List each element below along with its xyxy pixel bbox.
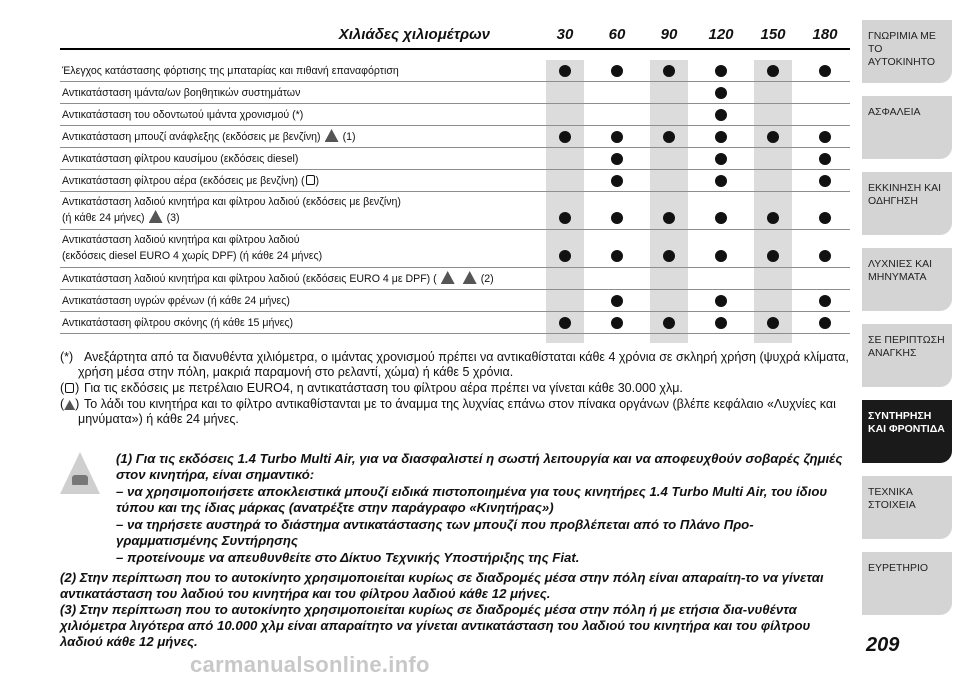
row-label-text-2: (εκδόσεις diesel EURO 4 χωρίς DPF) (ή κάθε 24 μήνες) <box>62 250 323 262</box>
service-dot <box>663 65 675 77</box>
service-dot <box>715 65 727 77</box>
service-dot <box>767 250 779 262</box>
chapter-tab-label: ΤΕΧΝΙΚΑ ΣΤΟΙΧΕΙΑ <box>868 486 916 511</box>
chapter-tab-label: ΓΝΩΡΙΜΙΑ ΜΕ ΤΟ ΑΥΤΟΚΙΝΗΤΟ <box>868 30 936 68</box>
service-dot <box>767 131 779 143</box>
table-row <box>60 82 850 104</box>
page-number: 209 <box>866 634 900 656</box>
row-label-text: Αντικατάσταση μπουζί ανάφλεξης (εκδόσεις με βενζίνη) <box>62 131 321 143</box>
row-label-text: Αντικατάσταση φίλτρου σκόνης (ή κάθε 15 μήνες) <box>62 317 294 329</box>
service-dot <box>819 65 831 77</box>
footnote-text: Ανεξάρτητα από τα διανυθέντα χιλιόμετρα, ο ιμάντας χρονισμού πρέπει να αντικαθίσταται κάθε 4 χρόνια σε σκληρή χρήση (ψυχρά κλίματα, χρήση μέσα στην πόλη, μακριά παραμονή στο ρελαντί, χώμα) ή κάθε 5 χρόνια. <box>78 350 849 379</box>
table-row <box>60 104 850 126</box>
table-row <box>60 60 850 82</box>
footnote-2: (2) Στην περίπτωση που το αυτοκίνητο χρησιμοποιείται κυρίως σε διαδρομές μέσα στην πόλη είναι απαραίτη-το να γίνεται αντικατάσταση του λαδιού του κινητήρα και του φίλτρου λαδιού κάθε 12 μήνες. <box>60 570 824 601</box>
row-label-text: Αντικατάσταση φίλτρου καυσίμου (εκδόσεις diesel) <box>62 153 299 165</box>
service-dot <box>611 317 623 329</box>
table-row <box>60 126 850 148</box>
row-label-suffix: ) <box>315 175 320 187</box>
warning-light-icon <box>149 210 163 223</box>
chapter-tab-label: ΛΥΧΝΙΕΣ ΚΑΙ ΜΗΝΥΜΑΤΑ <box>868 258 933 283</box>
footnote-text: Για τις εκδόσεις με πετρέλαιο EURO4, η αντικατάσταση του φίλτρου αέρα πρέπει να γίνεται κάθε 30.000 χλμ. <box>84 381 683 395</box>
service-dot <box>715 295 727 307</box>
chapter-tab[interactable] <box>862 476 952 539</box>
filter-icon <box>65 383 74 393</box>
header-label: Χιλιάδες χιλιομέτρων <box>338 26 490 43</box>
footnote-timing-belt <box>60 350 850 380</box>
service-dot <box>715 87 727 99</box>
service-dot <box>715 212 727 224</box>
chapter-tab[interactable] <box>862 20 952 83</box>
service-dot <box>715 153 727 165</box>
service-dot <box>559 317 571 329</box>
service-dot <box>663 212 675 224</box>
column-header: 30 <box>556 26 574 43</box>
row-label-text: Αντικατάσταση φίλτρου αέρα (εκδόσεις με βενζίνη) ( <box>62 175 305 187</box>
service-dot <box>715 175 727 187</box>
service-dot <box>715 109 727 121</box>
warning-note-1: (1) Για τις εκδόσεις 1.4 Turbo Multi Air, για να διασφαλιστεί η σωστή λειτουργία και να αποφευχθούν σοβαρές ζημιές στον κινητήρα, είναι σημαντικό: <box>116 451 843 482</box>
header-rule <box>60 48 850 50</box>
service-dot <box>715 131 727 143</box>
row-label <box>62 232 322 264</box>
service-dot <box>819 317 831 329</box>
service-dot <box>819 212 831 224</box>
service-dot <box>819 131 831 143</box>
service-dot <box>611 295 623 307</box>
service-dot <box>819 295 831 307</box>
warning-light-icon <box>325 129 339 142</box>
service-dot <box>819 250 831 262</box>
service-dot <box>611 250 623 262</box>
warning-light-icon <box>441 271 455 284</box>
car-icon <box>72 475 88 485</box>
service-dot <box>819 153 831 165</box>
service-dot <box>663 250 675 262</box>
row-label-suffix: (3) <box>166 212 180 224</box>
service-dot <box>559 131 571 143</box>
row-label <box>62 63 399 79</box>
row-label-suffix: (2) <box>480 273 494 285</box>
chapter-tab[interactable] <box>862 324 952 387</box>
row-label-text: Αντικατάσταση υγρών φρένων (ή κάθε 24 μήνες) <box>62 295 290 307</box>
chapter-tab-label: ΣΥΝΤΗΡΗΣΗ ΚΑΙ ΦΡΟΝΤΙΔΑ <box>868 410 945 435</box>
row-label-text-2: (ή κάθε 24 μήνες) <box>62 212 145 224</box>
service-dot <box>559 212 571 224</box>
table-row <box>60 312 850 334</box>
column-header: 180 <box>812 26 838 43</box>
chapter-tab-label: ΣΕ ΠΕΡΙΠΤΩΣΗ ΑΝΑΓΚΗΣ <box>868 334 945 359</box>
table-row <box>60 192 850 230</box>
table-row <box>60 230 850 268</box>
row-label <box>62 173 319 189</box>
service-dot <box>767 317 779 329</box>
row-label-text: Αντικατάσταση του οδοντωτού ιμάντα χρονισμού (*) <box>62 109 304 121</box>
chapter-tab[interactable] <box>862 400 952 463</box>
row-label-text: Αντικατάσταση λαδιού κινητήρα και φίλτρου λαδιού (εκδόσεις με βενζίνη) <box>62 196 401 208</box>
warning-light-icon <box>463 271 477 284</box>
service-dot <box>559 250 571 262</box>
service-dot <box>767 65 779 77</box>
watermark: carmanualsonline.info <box>190 652 430 677</box>
chapter-tab[interactable] <box>862 248 952 311</box>
column-header: 150 <box>760 26 786 43</box>
chapter-tab[interactable] <box>862 172 952 235</box>
warning-light-icon <box>64 400 75 410</box>
service-dot <box>715 317 727 329</box>
chapter-tab[interactable] <box>862 552 952 615</box>
chapter-tab-label: ΑΣΦΑΛΕΙΑ <box>868 106 921 118</box>
footnote-3: (3) Στην περίπτωση που το αυτοκίνητο χρησιμοποιείται κυρίως σε διαδρομές μέσα στην πόλη ή με ετήσια δια-νυθέντα χιλιόμετρα λιγότερα από 10.000 χλμ είναι απαραίτητο να γίνεται αντικατάσταση του λαδιού του κινητήρα και του φίλτρου λαδιού κάθε 12 μήνες. <box>60 602 811 649</box>
row-label <box>62 293 290 309</box>
chapter-tab-label: ΕΥΡΕΤΗΡΙΟ <box>868 562 929 574</box>
column-header: 120 <box>708 26 734 43</box>
warning-note-3: – να τηρήσετε αυστηρά το διάστημα αντικατάστασης των μπουζί που προβλέπεται από το Πλάνο Προ-γραμματισμένης Συντήρησης <box>116 517 754 548</box>
filter-icon <box>306 175 315 185</box>
footnote-mark: (*) <box>60 350 74 364</box>
table-row <box>60 290 850 312</box>
footnote-oil-light: ( ) Το λάδι του κινητήρα και το φίλτρο αντικαθίστανται με το άναμμα της λυχνίας επάνω στον πίνακα οργάνων (βλέπε κεφάλαιο «Λυχνίες και μηνύματα») ή κάθε 24 μήνες. <box>60 397 836 426</box>
table-row <box>60 268 850 290</box>
row-label-text: Αντικατάσταση λαδιού κινητήρα και φίλτρου λαδιού <box>62 234 300 246</box>
footnotes <box>60 350 850 428</box>
service-dot <box>611 65 623 77</box>
service-dot <box>663 131 675 143</box>
service-dot <box>611 153 623 165</box>
row-label <box>62 129 356 145</box>
warning-note-4: – προτείνουμε να απευθυνθείτε στο Δίκτυο Τεχνικής Υποστήριξης της Fiat. <box>116 550 580 565</box>
row-label-text: Αντικατάσταση ιμάντα/ων βοηθητικών συστημάτων <box>62 87 301 99</box>
warning-note-2: – να χρησιμοποιήσετε αποκλειστικά μπουζί ειδικά πιστοποιημένα για τους κινητήρες 1.4 Turbo Multi Air, του ίδιου τύπου και της ίδιας μάρκας (ανατρέξτε στην παράγραφο «Κινητήρας») <box>116 484 828 515</box>
service-dot <box>611 175 623 187</box>
row-label <box>62 107 303 123</box>
table-row <box>60 170 850 192</box>
service-dot <box>715 250 727 262</box>
service-dot <box>611 212 623 224</box>
service-dot <box>663 317 675 329</box>
column-header: 60 <box>608 26 626 43</box>
table-row <box>60 148 850 170</box>
footnote-text: Το λάδι του κινητήρα και το φίλτρο αντικαθίστανται με το άναμμα της λυχνίας επάνω στον πίνακα οργάνων (βλέπε κεφάλαιο «Λυχνίες και μηνύματα») ή κάθε 24 μήνες. <box>78 397 836 426</box>
service-dot <box>559 65 571 77</box>
row-label-suffix: (1) <box>342 131 356 143</box>
column-header: 90 <box>660 26 678 43</box>
row-label-text: Αντικατάσταση λαδιού κινητήρα και φίλτρου λαδιού (εκδόσεις EURO 4 με DPF) ( <box>62 273 437 285</box>
row-label <box>62 315 293 331</box>
warning-triangle-icon <box>60 452 100 494</box>
chapter-tab-label: ΕΚΚΙΝΗΣΗ ΚΑΙ ΟΔΗΓΗΣΗ <box>868 182 942 207</box>
chapter-tab[interactable] <box>862 96 952 159</box>
row-label <box>62 271 494 287</box>
row-label-text: Έλεγχος κατάστασης φόρτισης της μπαταρίας και πιθανή επαναφόρτιση <box>62 65 399 77</box>
service-dot <box>611 131 623 143</box>
footnote-air-filter: ( ) Για τις εκδόσεις με πετρέλαιο EURO4, η αντικατάσταση του φίλτρου αέρα πρέπει να γίνεται κάθε 30.000 χλμ. <box>60 381 683 395</box>
row-label <box>62 151 298 167</box>
service-dot <box>767 212 779 224</box>
row-label <box>62 85 300 101</box>
service-dot <box>819 175 831 187</box>
row-label <box>62 194 401 226</box>
